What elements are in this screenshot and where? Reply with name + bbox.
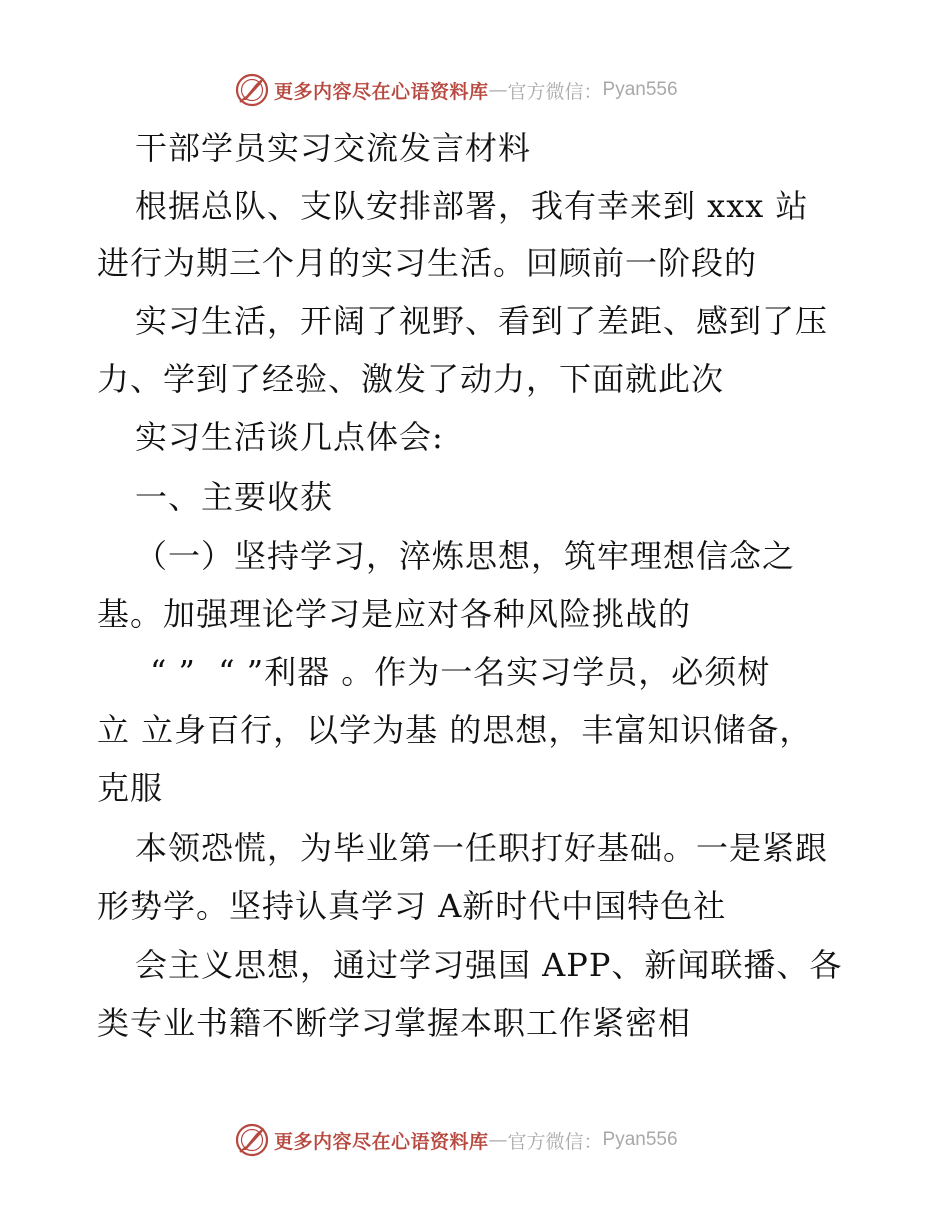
paragraph-line: 进行为期三个月的实习生活。回顾前一阶段的 [97,244,758,282]
wechat-account: Pyan556 [602,1129,678,1150]
paragraph-line: 会主义思想，通过学习强国 APP、新闻联播、各 [135,946,843,984]
header-watermark [234,72,714,108]
document-title: 干部学员实习交流发言材料 [135,129,532,167]
separator: — [488,1129,508,1151]
paragraph-line: 基。加强理论学习是应对各种风险挑战的 [97,595,692,633]
footer-watermark [234,1122,714,1158]
subsection-heading: （一）坚持学习，淬炼思想，筑牢理想信念之 [135,537,796,575]
paragraph-line: 实习生活，开阔了视野、看到了差距、感到了压 [135,302,829,340]
paragraph-line: “ ” “ ”利器 。作为一名实习学员，必须树 [150,653,771,691]
quill-logo-icon [234,1122,270,1158]
paragraph-line: 立 立身百行，以学为基 的思想，丰富知识储备， [97,711,813,749]
wechat-account: Pyan556 [602,79,678,100]
paragraph-line: 类专业书籍不断学习掌握本职工作紧密相 [97,1004,692,1042]
paragraph-line: 形势学。坚持认真学习 A新时代中国特色社 [97,887,727,925]
paragraph-line: 克服 [97,769,164,807]
quill-logo-icon [234,72,270,108]
site-name: 更多内容尽在心语资料库 [274,1130,489,1153]
section-heading: 一、主要收获 [135,478,334,516]
paragraph-line: 力、学到了经验、激发了动力，下面就此次 [97,360,725,398]
paragraph-line: 本领恐慌，为毕业第一任职打好基础。一是紧跟 [135,829,829,867]
wechat-label: 官方微信： [507,1130,603,1153]
separator: — [488,79,508,101]
site-name: 更多内容尽在心语资料库 [274,80,489,103]
wechat-label: 官方微信： [507,80,603,103]
paragraph-line: 实习生活谈几点体会: [135,418,444,456]
paragraph-line: 根据总队、支队安排部署，我有幸来到 xxx 站 [135,187,809,225]
